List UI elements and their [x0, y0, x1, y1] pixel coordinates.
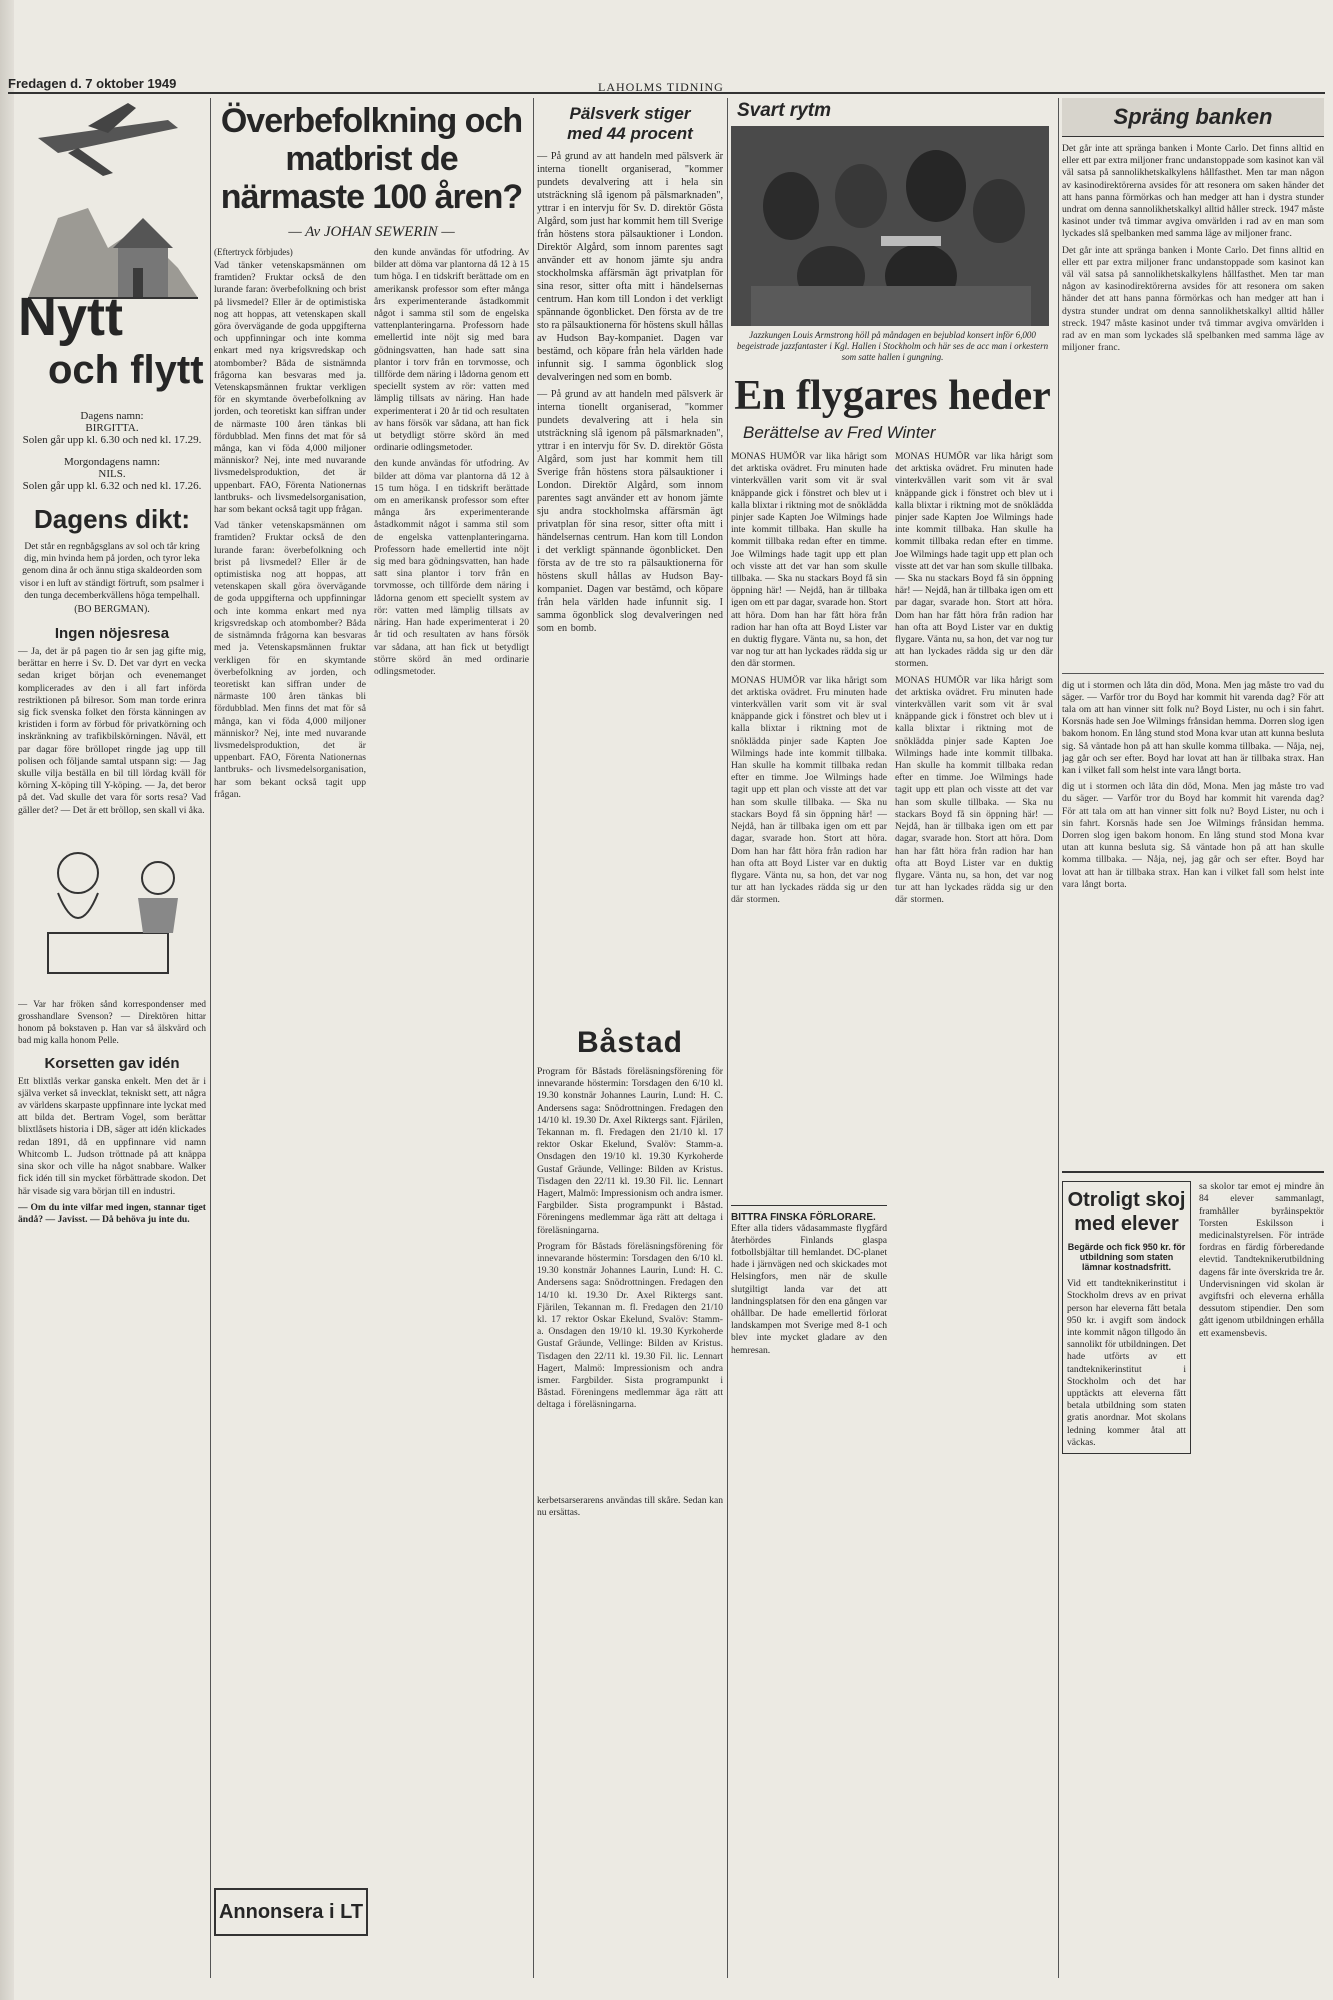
- paper-name: LAHOLMS TIDNING: [598, 80, 724, 94]
- reprint-note: (Eftertryck förbjudes): [214, 247, 293, 257]
- scan-edge: [0, 0, 14, 2000]
- photo-icon: [731, 126, 1049, 326]
- advertise-box: Annonsera i LT: [214, 1888, 368, 1936]
- bottom-quote: — Om du inte vilfar med ingen, stannar tiget ändå? — Javisst. — Då behöva ju inte du.: [18, 1201, 206, 1225]
- headline-line-1: Pälsverk stiger: [569, 104, 691, 123]
- poem-text: Det står en regnbågsglans av sol och tår kring dig, min hvinda hem på jorden, och tyror leka genom dina år och ännu stiga skaldeorden som visor i en luft av ständigt förtruft, som psalmer i den tunga decemberkvällens höga tempelhall.: [19, 541, 205, 601]
- box-headline: [1063, 1182, 1190, 1236]
- photo-title: Svart rytm: [737, 100, 831, 121]
- section-body-continued: Program för Båstads föreläsningsförening för innevarande höstermin: Torsdagen den 6/10 kl. 19.30 konstnär Johannes Laurin, Lund: H. C. Andersens saga: Snödrottningen. Fredagen den 14/10 kl. 19.30 Dr. Axel Riktergs sant. Fjärilen, Tekannan m. fl. Fredagen den 21/10 kl. 17 rektor Oskar Ekelund, Svalöv: Stamm-a. Onsdagen den 19/10 kl. 19.30 Kyrkoherde Gustaf Gräunde, Vellinge: Bilden av Kristus. Tisdagen den 22/11 kl. 19.30 Fil. lic. Lennart Hagert, Malmö: Impressionism och andra ismer. Fargbilder. Sista programpunkt i Båstad. Föreningens medlemmar äga rätt att deltaga i föreläsningarna.: [537, 1240, 723, 1411]
- section-body: — Ja, det är på pagen tio år sen jag gifte mig, berättar en herre i Sv. D. Det var dyrt en vecka sedan kriget början och evenemanget komplicerades av den i all fart införda restriktionen på bilresor. Som man torde erinra sig fick svenska folket den första känningen av kristiden i form av förbud för privatkörning och inskränkning av trafikbilskörningen. Nåväl, ett par dagar före bröllopet ringde jag upp till polisen och följande samtal utspann sig: — Jag skulle vilja beställa en bil till lördag kväll för körning X-köping till Y-köping. — Ja, det beror på det. Vad skulle det vara för sorts resa? Vad gäller det? — Det är ett bröllop, sen skall vi åka.: [18, 646, 206, 816]
- column-rule: [533, 98, 534, 1978]
- section-body: Ett blixtlås verkar ganska enkelt. Men det är i själva verket så invecklat, tekniskt sett, att några av världens skarpaste uppfinnare inte lyckat med att bilda det. Bertram Vogel, som berättar blixtlåsets historia i DB, säger att idén klickades redan 1891, då en uppfinnare vid namn Whitcomb L. Judson tröttnade på att knäppa sina skor och ville ha något snabbare. Walker fick idén till sin mycket förbättrade skodon. Det här visade sig vara början till en industri.: [18, 1075, 206, 1197]
- headline: [214, 102, 529, 216]
- column-sprang-banken: [1062, 98, 1324, 1978]
- box-headline-line-1: Otroligt skoj: [1067, 1189, 1186, 1212]
- subhead: Berättelse av Fred Winter: [743, 423, 936, 442]
- article-body: — På grund av att handeln med pälsverk är interna tionellt organiserad, "kommer pundets devalvering att i hela sin utsträckning slå igenom på pälsmarknaden", yttrar i en intervju för Sv. D. direktör Gösta Algård, som just har kommit hem till Sverige från höstens stora pälsauktioner i London. Direktör Algård, som innom parentes sagt använder ett av honom jämte sju andra stockholmska affärsmän ägt privatplan för sina resor, sitter ofta mitt i händelsernas centrum. Han kom till London i det verkligt spännande ögonblicket. Den första av de tre sto ra pälsauktionerna för höstens skull hållas av Hudson Bay-kompaniet. Dagen var bestämd, och köpare från hela världen hade infunnit sig. I samma ögonblick slog devalveringen ned som en bomb.: [537, 151, 723, 383]
- sunrise-today: Solen går upp kl. 6.30 och ned kl. 17.29.: [22, 434, 202, 446]
- column-rule: [210, 98, 211, 1978]
- article-body-left: Vad tänker vetenskapsmännen om framtiden? Fruktar också de den lurande faran: överbefolkning och brist på livsmedel? Eller är de optimistiska nog att hoppas, att vetenskapen skall göra övervägande de goda uppgifterna och uppfinningar och inte komma enkart med nya krigsvredskap och atombomber? Båda de sistnämnda frågorna kan besvaras med ja. Vetenskapsmännen fruktar verkligen för en skymtande överbefolkning av jorden, och teoretiskt kan siffran under de närmaste 100 åren tänkas bli fördubblad. Men finns det mat för så många, kan vi föda 4,000 miljoner människor? Nej, inte med nuvarande livsmedelsproduktion, det är uppenbart. FAO, Förenta Nationernas lantbruks- och livsmedelsorganisation, har som bekant också tagit upp frågan.: [214, 260, 366, 516]
- section-title: Ingen nöjesresa: [54, 625, 170, 643]
- headline-line-1: Överbefolkning och matbrist de: [220, 102, 523, 178]
- name-day-value: BIRGITTA.: [85, 422, 139, 434]
- article-body-continued: — På grund av att handeln med pälsverk är interna tionellt organiserad, "kommer pundets devalvering att i hela sin utsträckning slå igenom på pälsmarknaden", yttrar i en intervju för Sv. D. direktör Gösta Algård, som just har kommit hem till Sverige från höstens stora pälsauktioner i London. Direktör Algård, som innom parentes sagt använder ett av honom jämte sju andra stockholmska affärsmän ägt privatplan för sina resor, sitter ofta mitt i händelsernas centrum. Han kom till London i det verkligt spännande ögonblicket. Den första av de tre sto ra pälsauktionerna för höstens skull hållas av Hudson Bay-kompaniet. Dagen var bestämd, och köpare från hela världen hade infunnit sig. I samma ögonblick slog devalveringen ned som en bomb.: [537, 389, 723, 634]
- section-body: Program för Båstads föreläsningsförening för innevarande höstermin: Torsdagen den 6/10 kl. 19.30 konstnär Johannes Laurin, Lund: H. C. Andersens saga: Snödrottningen. Fredagen den 14/10 kl. 19.30 Dr. Axel Riktergs sant. Fjärilen, Tekannan m. fl. Fredagen den 21/10 kl. 17 rektor Oskar Ekelund, Svalöv: Stamm-a. Onsdagen den 19/10 kl. 19.30 Kyrkoherde Gustaf Gräunde, Vellinge: Bilden av Kristus. Tisdagen den 22/11 kl. 19.30 Fil. lic. Lennart Hagert, Malmö: Impressionism och andra ismer. Fargbilder. Sista programpunkt i Båstad. Föreningens medlemmar äga rätt att deltaga i föreläsningarna.: [537, 1066, 723, 1236]
- story-body-left: MONAS HUMÖR var lika hårigt som det arktiska ovädret. Fru minuten hade vinterkvällen varit som vit är sval knäppande gick i fönstret och blev ut i kalla blixtar i riktning mot de snöklädda pinjer sade Kapten Joe Wilmings hade inte kommit tillbaka. Han skulle ha kommit tillbaka redan efter en timme. Joe Wilmings hade tagit upp ett plan och visste att det var han som skulle tillbaka. — Ska nu stackars Boyd få sin öppning här! — Nejdå, han är tillbaka igen om ett par dagar, svarade hon. Stort att höra. Dom han har fått höra från radion har han ofta att Boyd Lister var en duktig flygare. Vänta nu, sa hon, det var nog tur att han lyckades rädda sig ur den där stormen.: [731, 451, 887, 670]
- article-body: Det går inte att spränga banken i Monte Carlo. Det finns alltid en eller ett par extra miljoner franc undanstoppade som kasinot kan väl väl satsa på sannolikhetskalkylens hållfasthet. Men tar man någon av kasinodirektörerna avsides för att resonera om saken händer det att hans panna förmörkas och han medger att han i dystra stunder undrat om denna sannolikhetskalkyl alltid håller streck. 1947 måste kasinot under två timmar avgiva omvärlden i rad av en man som lyckades slå spelbanken med samma läge av miljoner franc.: [1062, 143, 1324, 240]
- headline-line-2: med 44 procent: [567, 124, 693, 143]
- photo-caption: Jazzkungen Louis Armstrong höll på måndagen en bejublad konsert inför 6,000 begeistrade jazzfantaster i Kgl. Hallen i Stockholm och här ses de acc man i orkestern som satte hallen i gungning.: [736, 330, 1049, 362]
- band-photo: [731, 126, 1049, 326]
- headline: [537, 104, 723, 144]
- tomorrow-name-label: Morgondagens namn:: [63, 456, 161, 468]
- masthead: [8, 62, 1325, 94]
- story-body-left-continued: MONAS HUMÖR var lika hårigt som det arktiska ovädret. Fru minuten hade vinterkvällen varit som vit är sval knäppande gick i fönstret och blev ut i kalla blixtar i riktning mot de snöklädda pinjer sade Kapten Joe Wilmings hade inte kommit tillbaka. Han skulle ha kommit tillbaka redan efter en timme. Joe Wilmings hade tagit upp ett plan och visste att det var han som skulle tillbaka. — Ska nu stackars Boyd få sin öppning här! — Nejdå, han är tillbaka igen om ett par dagar, svarade hon. Stort att höra. Dom han har fått höra från radion har han ofta att Boyd Lister var en duktig flygare. Vänta nu, sa hon, det var nog tur att han lyckades rädda sig ur den där stormen.: [731, 674, 887, 906]
- headline-line-2: närmaste 100 åren?: [220, 178, 523, 216]
- column-flygares-heder: [731, 98, 1054, 1978]
- issue-date: Fredagen d. 7 oktober 1949: [8, 76, 177, 91]
- story-body-right-continued: MONAS HUMÖR var lika hårigt som det arktiska ovädret. Fru minuten hade vinterkvällen varit som vit är sval knäppande gick i fönstret och blev ut i kalla blixtar i riktning mot de snöklädda pinjer sade Kapten Joe Wilmings hade inte kommit tillbaka. Han skulle ha kommit tillbaka redan efter en timme. Joe Wilmings hade tagit upp ett plan och visste att det var han som skulle tillbaka. — Ska nu stackars Boyd få sin öppning här! — Nejdå, han är tillbaka igen om ett par dagar, svarade hon. Stort att höra. Dom han har fått höra från radion har han ofta att Boyd Lister var en duktig flygare. Vänta nu, sa hon, det var nog tur att han lyckades rädda sig ur den där stormen.: [895, 674, 1053, 906]
- byline: — Av JOHAN SEWERIN —: [288, 224, 455, 240]
- box-right-body: sa skolor tar emot ej mindre än 84 elever sammanlagt, framhåller byråinspektör Torsten Eskilsson i medicinalstyrelsen. För inträde fordras en färdig förberedande elevtid. Tandteknikerutbildning dagens får inte överskrida tre år. Undervisningen vid skolan är avgiftsfri och eleverna erhålla dessutom stipendier. Den som gått igenom utbildningen erhålla ett examensbevis.: [1198, 1181, 1324, 1339]
- cartoon-caption: — Var har fröken sånd korrespondenser med grosshandlare Svenson? — Direktören hittar honom på bokstaven p. Han var så älskvärd och bad mig kalla honom Pelle.: [18, 998, 206, 1046]
- column-rule: [1058, 98, 1059, 1978]
- cartoon-illustration: [18, 823, 206, 993]
- scam-news-box: [1062, 1181, 1191, 1454]
- article-body-right: den kunde användas för utfodring. Av bilder att döma var plantorna då 12 à 15 tum höga. I en tidskrift berättade om en amerikansk professor som efter många års experimenterande åstadkommit något i samma stil som de engelska vattenplanteringarna. Professorn hade emellertid inte nöjt sig med bara gödningsvatten, han hade satt sina plantor i torv från en torvmosse, och tillförde dem näring i lådorna genom ett speciellt system av rör: vatten med lämplig tillsats av näring. Han hade experimenterat i 20 år tid och resultaten av hans försök var sådana, att han fick ut betydligt större skörd än med ordinarie odlingsmetoder.: [374, 247, 529, 454]
- box-subhead: Begärde och fick 950 kr. för utbildning som staten lämnar kostnadsfritt.: [1067, 1242, 1186, 1273]
- name-day-label: Dagens namn:: [80, 410, 144, 422]
- story-continued-more: dig ut i stormen och låta din död, Mona. Men jag måste tro vad du säger. — Varför tror du Boyd har kommit hit varenda dag? För att tala om att han vinner sitt folk nu? Boyd Lister, nu och i sin fahrt. Korsnäs hade sen Joe Wilmings frånsidan hemma. Dorren slog igen bakom honom. En lång stund stod Mona kvar utan att kunna besluta sig. Så väntade hon på att han skulle komma tillbaka. — Nåja, nej, jag går och ser efter. Boyd har lovat att han är tillbaka strax. Han kan i vilket fall som helst inte vara långt borta.: [1062, 781, 1324, 890]
- column-rule: [727, 98, 728, 1978]
- headline: En flygares heder: [734, 373, 1051, 419]
- column-palsverk: [537, 98, 723, 1978]
- section-title: Båstad: [576, 1026, 684, 1059]
- sunrise-tomorrow: Solen går upp kl. 6.32 och ned kl. 17.26.: [22, 480, 202, 492]
- box-body: Vid ett tandteknikerinstitut i Stockholm drevs av en privat person har eleverna fått betala 950 kr. i avgift som ändock inte kommit någon tillgodo än sannolikt för utbildningen. Det hade utförts av ett tandteknikerinstitut i Stockholm och det har upptäckts att eleverna fått betala utbildning som staten gratis anordnar. Mot skolans ledning kommer åtal att väckas.: [1067, 1278, 1186, 1448]
- column-overbefolkning: [214, 98, 529, 1978]
- headline: Spräng banken: [1062, 98, 1324, 137]
- poem-title: Dagens dikt:: [33, 504, 191, 534]
- poem-author: (BO BERGMAN).: [74, 604, 150, 616]
- tomorrow-name-value: NILS.: [98, 468, 126, 480]
- story-continued: dig ut i stormen och låta din död, Mona. Men jag måste tro vad du säger. — Varför tror du Boyd har kommit hit varenda dag? För att tala om att han vinner sitt folk nu? Boyd Lister, nu och i sin fahrt. Korsnäs hade sen Joe Wilmings frånsidan hemma. Dorren slog igen bakom honom. En lång stund stod Mona kvar utan att kunna besluta sig. Så väntade hon på att han skulle komma tillbaka. — Nåja, nej, jag går och ser efter. Boyd har lovat att han är tillbaka strax. Han kan i vilket fall som helst inte vara långt borta.: [1062, 673, 1324, 778]
- box-body: Efter alla tiders vådasammaste flygfärd återhördes Finlands glaspa fotbollsbjältar till hemlandet. DC-planet hade i järnvägen ned och skickades mot Helsingfors, men när de skulle slutgiltigt landa var det att landningsplatsen för den ena gången var ohållbar. De hade emellertid förlorat landskampen mot Sverige med 8-1 och blev inte mycket gladare av den hemresan.: [731, 1222, 887, 1356]
- box-headline-line-2: med elever: [1074, 1213, 1179, 1236]
- box-title: BITTRA FINSKA FÖRLORARE.: [731, 1211, 876, 1223]
- article-body-right-continued: den kunde användas för utfodring. Av bilder att döma var plantorna då 12 à 15 tum höga. I en tidskrift berättade om en amerikansk professor som efter många års experimenterande åstadkommit något i samma stil som de engelska vattenplanteringarna. Professorn hade emellertid inte nöjt sig med bara gödningsvatten, han hade satt sina plantor i torv från en torvmosse, och tillförde dem näring i lådorna genom ett speciellt system av rör: vatten med lämplig tillsats av näring. Han hade experimenterat i 20 år tid och resultaten av hans försök var sådana, att han fick ut betydligt större skörd än med ordinarie odlingsmetoder.: [374, 458, 529, 677]
- logo-och-flytt: och flytt: [48, 348, 204, 392]
- section-title: Korsetten gav idén: [44, 1054, 180, 1072]
- story-body-right: MONAS HUMÖR var lika hårigt som det arktiska ovädret. Fru minuten hade vinterkvällen varit som vit är sval knäppande gick i fönstret och blev ut i kalla blixtar i riktning mot de snöklädda pinjer sade Kapten Joe Wilmings hade inte kommit tillbaka. Han skulle ha kommit tillbaka redan efter en timme. Joe Wilmings hade tagit upp ett plan och visste att det var han som skulle tillbaka. — Ska nu stackars Boyd få sin öppning här! — Nejdå, han är tillbaka igen om ett par dagar, svarade hon. Stort att höra. Dom han har fått höra från radion har han ofta att Boyd Lister var en duktig flygare. Vänta nu, sa hon, det var nog tur att han lyckades rädda sig ur den där stormen.: [895, 451, 1053, 670]
- column-nytt-och-flytt: [18, 98, 206, 1978]
- article-body-continued: Det går inte att spränga banken i Monte Carlo. Det finns alltid en eller ett par extra miljoner franc undanstoppade som kasinot kan väl väl satsa på sannolikhetskalkylens hållfasthet. Men tar man någon av kasinodirektörerna avsides för att resonera om saken händer det att hans panna förmörkas och han medger att han i dystra stunder undrat om denna sannolikhetskalkyl alltid håller streck. 1947 måste kasinot under två timmar avgiva omvärlden i rad av en man som lyckades slå spelbanken med samma läge av miljoner franc.: [1062, 244, 1324, 354]
- article-body-left-continued: Vad tänker vetenskapsmännen om framtiden? Fruktar också de den lurande faran: överbefolkning och brist på livsmedel? Eller är de optimistiska nog att hoppas, att vetenskapen skall göra övervägande de goda uppgifterna och uppfinningar och inte komma enkart med nya krigsvredskap och atombomber? Båda de sistnämnda frågorna kan besvaras med ja. Vetenskapsmännen fruktar verkligen för en skymtande överbefolkning av jorden, och teoretiskt kan siffran under de närmaste 100 åren tänkas bli fördubblad. Men finns det mat för så många, kan vi föda 4,000 miljoner människor? Nej, inte med nuvarande livsmedelsproduktion, det är uppenbart. FAO, Förenta Nationernas lantbruks- och livsmedelsorganisation, har som bekant också tagit upp frågan.: [214, 520, 366, 800]
- bottom-text: kerbetsarserarens användas till skåre. Sedan kan nu ersättas.: [537, 1494, 723, 1519]
- logo-nytt: Nytt: [18, 287, 123, 347]
